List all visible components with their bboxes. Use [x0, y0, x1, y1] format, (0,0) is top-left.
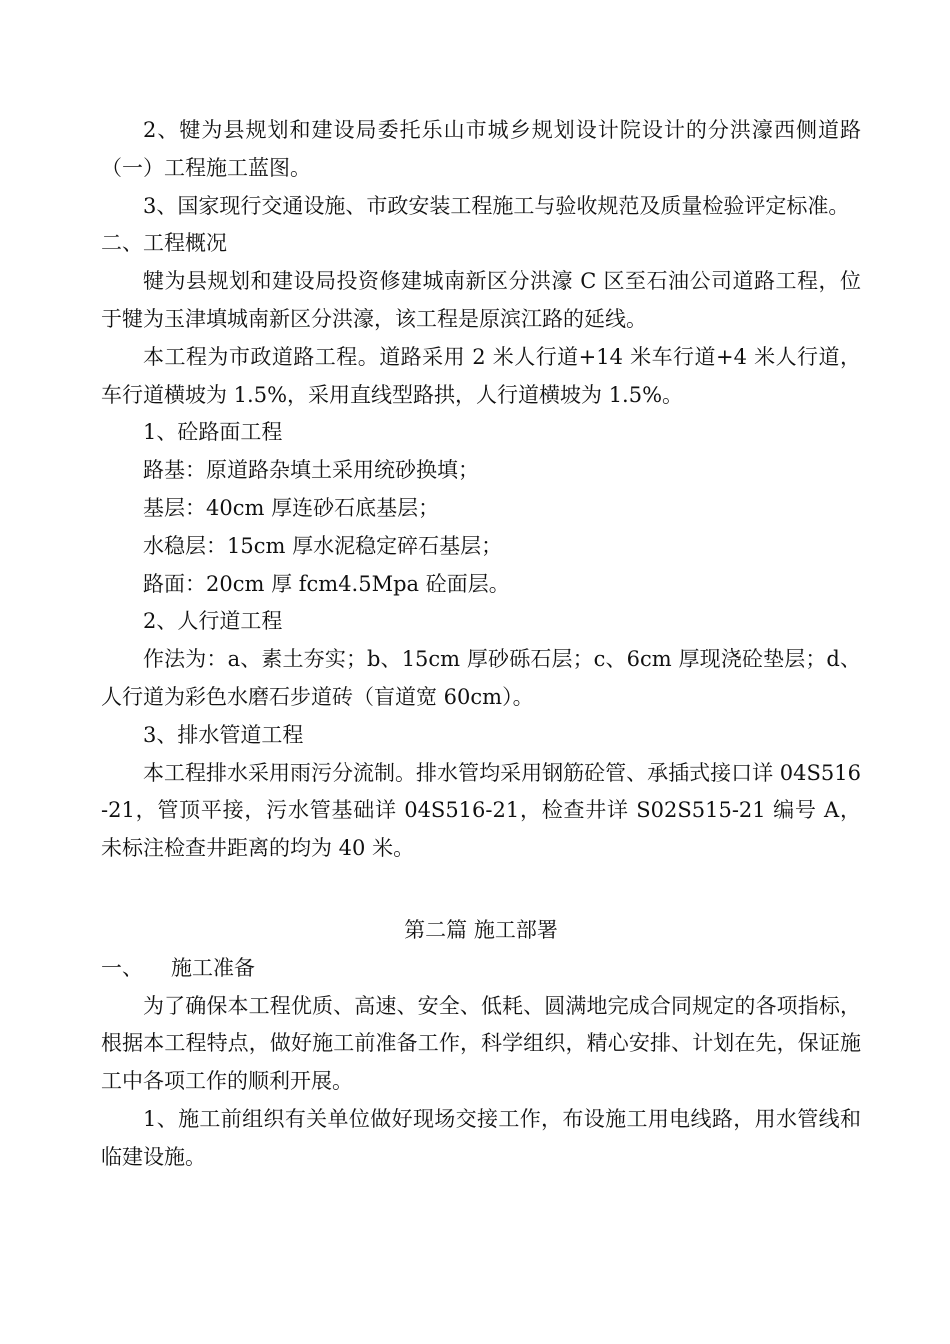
item-surface-layer: 路面：20cm 厚 fcm4.5Mpa 砼面层。	[143, 571, 510, 596]
item-subgrade: 路基：原道路杂填土采用统砂换填；	[143, 458, 479, 483]
paragraph-drainage-details: 本工程排水采用雨污分流制。排水管均采用钢筋砼管、承插式接口详 04S516-21，管顶平接，污水管基础详 04S516-21，检查井详 S02S515-21 编号 A，未标注检查井距离的均为 40 米。	[101, 760, 861, 861]
item-base-layer: 基层：40cm 厚连砂石底基层；	[143, 495, 440, 520]
document-body	[101, 112, 861, 1177]
subsection-number: 一、	[101, 955, 143, 980]
paragraph-site-handover: 1、施工前组织有关单位做好现场交接工作，布设施工用电线路，用水管线和临建设施。	[101, 1106, 861, 1169]
paragraph-road-layout: 本工程为市政道路工程。道路采用 2 米人行道+14 米车行道+4 米人行道，车行道横坡为 1.5%，采用直线型路拱，人行道横坡为 1.5%。	[101, 344, 861, 407]
subheading-concrete-pavement: 1、砼路面工程	[143, 420, 283, 445]
section-title: 第二篇 施工部署	[404, 917, 558, 942]
subsection-title: 施工准备	[171, 955, 255, 980]
paragraph-sidewalk-method: 作法为：a、素土夯实；b、15cm 厚砂砾石层；c、6cm 厚现浇砼垫层；d、人行道为彩色水磨石步道砖（盲道宽 60cm）。	[101, 647, 861, 709]
heading-construction-preparation	[101, 950, 861, 988]
item-stabilized-layer: 水稳层：15cm 厚水泥稳定碎石基层；	[143, 533, 503, 558]
heading-project-overview: 二、工程概况	[101, 231, 227, 256]
subheading-sidewalk: 2、人行道工程	[143, 609, 283, 634]
paragraph-design-drawings: 2、犍为县规划和建设局委托乐山市城乡规划设计院设计的分洪濠西侧道路（一）工程施工蓝图。	[101, 118, 861, 180]
paragraph-preparation-goals: 为了确保本工程优质、高速、安全、低耗、圆满地完成合同规定的各项指标，根据本工程特点，做好施工前准备工作，科学组织，精心安排、计划在先，保证施工中各项工作的顺利开展。	[101, 993, 861, 1094]
paragraph-national-standards: 3、国家现行交通设施、市政安装工程施工与验收规范及质量检验评定标准。	[143, 193, 850, 218]
paragraph-project-location: 犍为县规划和建设局投资修建城南新区分洪濠 C 区至石油公司道路工程，位于犍为玉津填城南新区分洪濠，该工程是原滨江路的延线。	[101, 269, 861, 331]
subheading-drainage: 3、排水管道工程	[143, 722, 304, 747]
